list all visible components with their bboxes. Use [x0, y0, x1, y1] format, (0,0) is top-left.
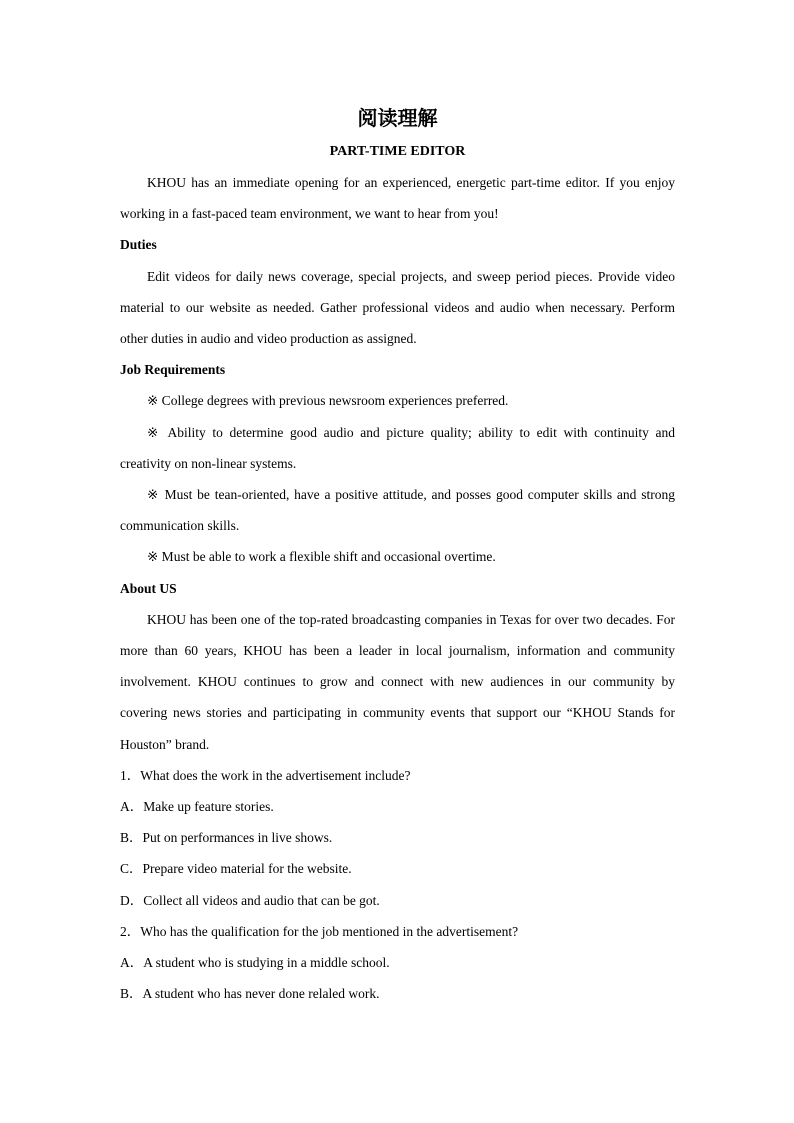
- requirement-item: ※ Ability to determine good audio and picture quality; ability to edit with continuity and creativity on non-linear systems.: [120, 424, 675, 471]
- question-1-option-a: A．Make up feature stories.: [120, 799, 274, 815]
- page-title: 阅读理解: [357, 106, 438, 130]
- document-page: [120, 100, 675, 1009]
- requirement-item: ※ Must be tean-oriented, have a positive attitude, and posses good computer skills and strong communication skills.: [120, 487, 675, 534]
- duties-paragraph: Edit videos for daily news coverage, special projects, and sweep period pieces. Provide video material to our website as needed. Gather professional videos and audio when necessary. Perform other duties in audio and video production as assigned.: [120, 268, 675, 347]
- question-2-stem: 2．Who has the qualification for the job mentioned in the advertisement?: [120, 923, 519, 939]
- requirements-heading: Job Requirements: [120, 362, 226, 378]
- question-2-option-b: B．A student who has never done relaled work.: [120, 986, 380, 1002]
- question-1-stem: 1．What does the work in the advertisement include?: [120, 767, 411, 783]
- question-2-option-a: A．A student who is studying in a middle school.: [120, 955, 390, 971]
- question-1-option-b: B．Put on performances in live shows.: [120, 830, 333, 846]
- intro-paragraph: KHOU has an immediate opening for an experienced, energetic part-time editor. If you enjoy working in a fast-paced team environment, we want to hear from you!: [120, 175, 675, 222]
- question-1-option-d: D．Collect all videos and audio that can be got.: [120, 892, 380, 908]
- requirement-item: ※ Must be able to work a flexible shift and occasional overtime.: [147, 549, 496, 565]
- about-paragraph: KHOU has been one of the top-rated broadcasting companies in Texas for over two decades. For more than 60 years, KHOU has been a leader in local journalism, information and community involvement. KHOU continues to grow and connect with new audiences in our community by covering news stories and participating in community events that support our “KHOU Stands for Houston” brand.: [120, 611, 675, 752]
- duties-heading: Duties: [120, 237, 157, 253]
- job-title: PART-TIME EDITOR: [329, 144, 466, 159]
- question-1-option-c: C．Prepare video material for the website.: [120, 861, 352, 877]
- requirement-item: ※ College degrees with previous newsroom experiences preferred.: [147, 393, 509, 409]
- about-heading: About US: [120, 580, 177, 596]
